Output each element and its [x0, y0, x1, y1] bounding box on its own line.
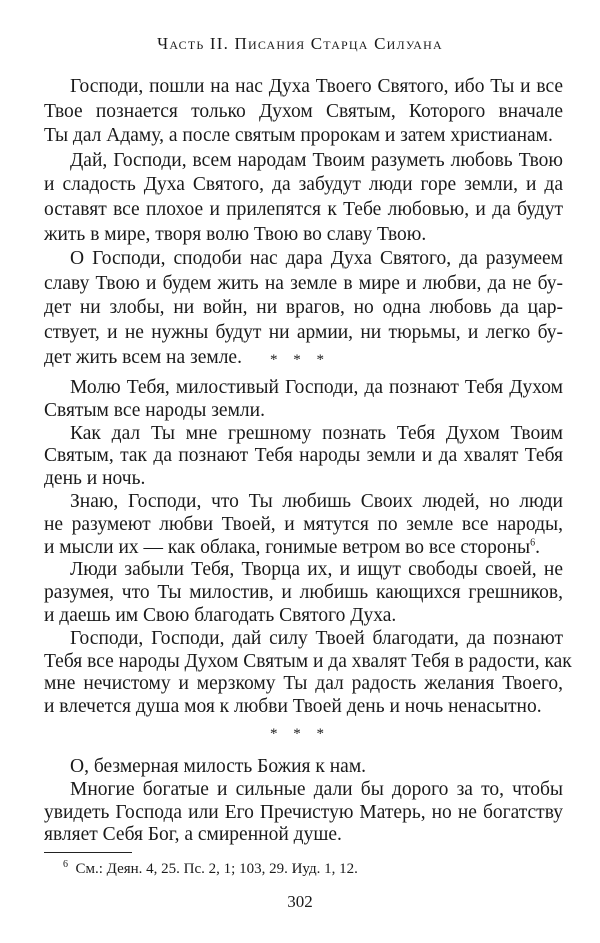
line-text: Ты дал Адаму, а после святым пророкам и затем христианам. — [44, 125, 553, 147]
text-line — [44, 445, 563, 468]
line-text: Твое познается только Духом Святым, Которого вначале — [44, 100, 563, 122]
text-line — [44, 124, 563, 149]
text-line — [44, 582, 563, 605]
text-line — [44, 223, 563, 248]
running-header: Часть II. Писания Старца Силуана — [157, 34, 443, 53]
line-text: Знаю, Господи, что Ты любишь Своих людей, но люди — [70, 490, 563, 512]
footnote-number: 6 — [63, 859, 68, 870]
text-line — [44, 824, 563, 847]
line-text: жить в мире, творя волю Твою во славу Твою. — [44, 223, 427, 245]
text-line — [44, 779, 563, 802]
text-line — [44, 605, 563, 628]
line-text: дет жить всем на земле. — [44, 346, 242, 368]
text-line — [44, 756, 563, 779]
paragraph — [44, 559, 563, 627]
text-line — [44, 247, 563, 272]
text-line — [44, 198, 563, 223]
line-text: Дай, Господи, всем народам Твоим разуметь любовь Твою — [70, 149, 563, 171]
line-text: Господи, Господи, дай силу Твоей благодати, да познают — [70, 627, 563, 649]
text-line — [44, 377, 563, 400]
text-line: и мысли их — как облака, гонимые ветром во все стороны$^6$. — [44, 536, 540, 558]
line-text: и сладость Духа Святого, да забудут люди горе земли, и да — [44, 174, 563, 196]
footnote-rule — [44, 852, 132, 853]
text-line — [44, 296, 563, 321]
line-text: дет ни злобы, ни войн, ни врагов, но одна любовь да цар- — [44, 297, 563, 319]
text-line — [44, 491, 563, 514]
line-text: Многие богатые и сильные дали бы дорого за то, чтобы — [70, 778, 563, 800]
line-text: Как дал Ты мне грешному познать Тебя Духом Твоим — [70, 422, 563, 444]
line-text: день и ночь. — [44, 468, 146, 490]
line-text: Люди забыли Тебя, Творца их, и ищут свободы своей, не — [70, 559, 563, 581]
text-section-1 — [44, 75, 563, 370]
line-text: Молю Тебя, милостивый Господи, да познают Тебя Духом — [70, 377, 563, 398]
paragraph — [44, 756, 563, 779]
line-text: являет Себя Бог, а смиренной душе. — [44, 824, 342, 846]
text-line — [44, 696, 563, 719]
line-text: увидеть Господа или Его Пречистую Матерь, но не богатству — [44, 801, 563, 823]
text-line — [44, 802, 563, 825]
section-separator: * * * — [270, 726, 330, 742]
paragraph — [44, 779, 563, 847]
line-text: и даешь им Свою благодать Святого Духа. — [44, 604, 397, 626]
paragraph — [44, 149, 563, 247]
paragraph — [44, 75, 563, 149]
line-text: О Господи, сподоби нас дара Духа Святого, да разумеем — [70, 248, 563, 270]
text-line — [44, 673, 563, 696]
line-text: Святым, так да познают Тебя народы земли и да хвалят Тебя — [44, 445, 563, 467]
paragraph — [44, 423, 563, 491]
text-line — [44, 272, 563, 297]
text-line — [44, 468, 563, 491]
paragraph — [44, 491, 563, 559]
page-number: 302 — [287, 892, 313, 911]
line-text: Тебя все народы Духом Святым и да хвалят Тебя в радости, как — [44, 650, 572, 672]
line-text: славу Твою и будем жить на земле в мире и любви, да не бу- — [44, 272, 563, 294]
line-text: Святым все народы земли. — [44, 399, 265, 421]
text-line — [44, 559, 563, 582]
text-line — [44, 173, 563, 198]
line-text: О, безмерная милость Божия к нам. — [70, 756, 367, 777]
line-text: Господи, пошли на нас Духа Твоего Святого, ибо Ты и все — [70, 76, 563, 97]
line-text: ствует, и не нужны будут ни армии, ни тюрьмы, и легко бу- — [44, 321, 563, 343]
text-line — [44, 400, 563, 423]
line-text: и влечется душа моя к любви Твоей день и ночь ненасытно. — [44, 696, 542, 718]
line-text: и мысли их — как облака, гонимые ветром во все стороны — [44, 536, 531, 558]
section-separator: * * * — [270, 352, 330, 368]
paragraph — [44, 627, 572, 719]
footnote-text: См.: Деян. 4, 25. Пс. 2, 1; 103, 29. Иуд. 1, 12. — [75, 861, 358, 877]
text-line — [44, 628, 563, 651]
line-text: не разумеют любви Твоей, и мятутся по земле все народы, — [44, 513, 563, 535]
text-section-3 — [44, 756, 563, 847]
line-text: мне нечистому и мерзкому Ты дал радость желания Твоего, — [44, 673, 563, 695]
paragraph — [44, 377, 563, 423]
text-line — [44, 514, 563, 537]
text-line — [44, 75, 563, 100]
text-line — [44, 423, 563, 446]
line-text: оставят все плохое и прилепятся к Тебе любовью, и да будут — [44, 198, 563, 220]
text-line — [44, 321, 563, 346]
text-line — [44, 650, 572, 674]
text-line — [44, 149, 563, 174]
line-text: разумея, что Ты милостив, и любишь кающихся грешников, — [44, 582, 563, 604]
footnote — [63, 861, 358, 878]
text-line — [44, 100, 563, 125]
text-section-2 — [44, 377, 572, 719]
footnote-reference[interactable]: 6 — [530, 537, 536, 549]
